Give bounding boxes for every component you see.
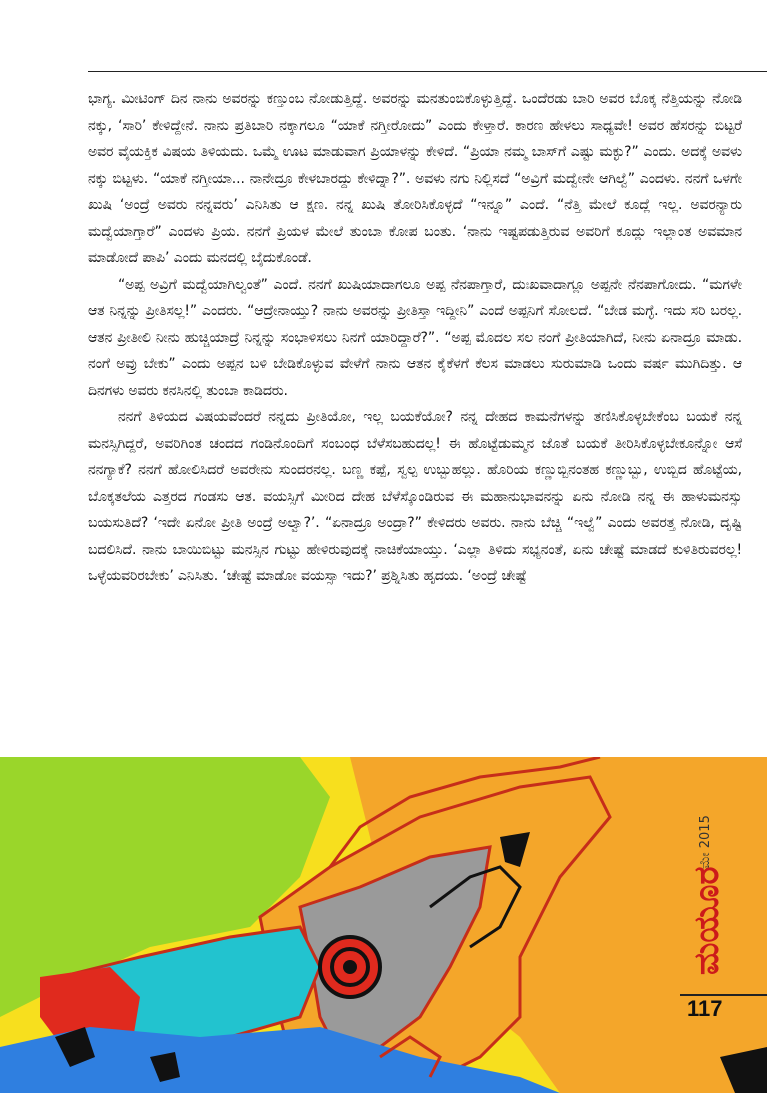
top-rule: [88, 71, 767, 72]
illustration-artwork: [0, 757, 767, 1093]
article-body: [88, 86, 742, 590]
art-eye-inner: [343, 960, 357, 974]
article-paragraph-1: ಭಾಗ್ಯ. ಮೀಟಿಂಗ್ ದಿನ ನಾನು ಅವರನ್ನು ಕಣ್ತುಂಬ ನೋಡುತ್ತಿದ್ದೆ. ಅವರನ್ನು ಮನತುಂಬಿಕೊಳ್ಳುತ್ತಿದ್ದೆ. ಒಂದೆರಡು ಬಾರಿ ಅವರ ಬೊಕ್ಕ ನೆತ್ತಿಯನ್ನು ನೋಡಿ ನಕ್ಕು, ‘ಸಾರಿ’ ಕೇಳಿದ್ದೇನೆ. ನಾನು ಪ್ರತಿಬಾರಿ ನಕ್ಕಾಗಲೂ “ಯಾಕೆ ನಗ್ತೀರೋದು” ಎಂದು ಕೇಳ್ತಾರೆ. ಕಾರಣ ಹೇಳಲು ಸಾಧ್ಯವೇ! ಅವರ ಹೆಸರನ್ನು ಬಿಟ್ಟರೆ ಅವರ ವೈಯಕ್ತಿಕ ವಿಷಯ ತಿಳಿಯದು. ಒಮ್ಮೆ ಊಟ ಮಾಡುವಾಗ ಪ್ರಿಯಾಳನ್ನು ಕೇಳಿದೆ. “ಪ್ರಿಯಾ ನಮ್ಮ ಬಾಸ್‌ಗೆ ಎಷ್ಟು ಮಕ್ಳು?” ಎಂದು. ಅದಕ್ಕೆ ಅವಳು ನಕ್ಕು ಬಿಟ್ಟಳು. “ಯಾಕೆ ನಗ್ತೀಯಾ... ನಾನೇದ್ರೂ ಕೇಳಬಾರದ್ದು ಕೇಳಿದ್ನಾ?”. ಅವಳು ನಗು ನಿಲ್ಲಿಸದೆ “ಅವ್ರಿಗೆ ಮದ್ವೇನೇ ಆಗಿಲ್ವೆ” ಎಂದಳು. ನನಗೆ ಒಳಗೇ ಖುಷಿ ‘ಅಂದ್ರೆ ಅವರು ನನ್ನವರು’ ಎನಿಸಿತು ಆ ಕ್ಷಣ. ನನ್ನ ಖುಷಿ ತೋರಿಸಿಕೊಳ್ಳದೆ “ಇನ್ನೂ” ಎಂದೆ. “ನೆತ್ತಿ ಮೇಲೆ ಕೂದ್ಲೆ ಇಲ್ಲ. ಅವರನ್ಯಾರು ಮದ್ವೆಯಾಗ್ತಾರೆ” ಎಂದಳು ಪ್ರಿಯ. ನನಗೆ ಪ್ರಿಯಳ ಮೇಲೆ ತುಂಬಾ ಕೋಪ ಬಂತು. ‘ನಾನು ಇಷ್ಟಪಡುತ್ತಿರುವ ಅವರಿಗೆ ಕೂದ್ಲು ಇಲ್ಲಾಂತ ಅವಮಾನ ಮಾಡೋದೆ ಪಾಪಿ’ ಎಂದು ಮನದಲ್ಲಿ ಬೈದುಕೊಂಡೆ.: [88, 91, 742, 266]
article-paragraph-3: ನನಗೆ ತಿಳಿಯದ ವಿಷಯವೆಂದರೆ ನನ್ನದು ಪ್ರೀತಿಯೋ, ಇಲ್ಲ ಬಯಕೆಯೋ? ನನ್ನ ದೇಹದ ಕಾಮನೆಗಳನ್ನು ತಣಿಸಿಕೊಳ್ಳಬೇಕೆಂಬ ಬಯಕೆ ನನ್ನ ಮನಸ್ಸಿಗಿದ್ದರೆ, ಅವರಿಗಿಂತ ಚಂದದ ಗಂಡಿನೊಂದಿಗೆ ಸಂಬಂಧ ಬೆಳೆಸಬಹುದಲ್ಲ! ಈ ಹೊಟ್ಟೆಡುಮ್ಮನ ಜೊತೆ ಬಯಕೆ ತೀರಿಸಿಕೊಳ್ಳಬೇಕೂನ್ನೋ ಆಸೆ ನನಗ್ಯಾಕೆ? ನನಗೆ ಹೋಲಿಸಿದರೆ ಅವರೇನು ಸುಂದರನಲ್ಲ. ಬಣ್ಣ ಕಪ್ಪೆ, ಸ್ವಲ್ಪ ಉಬ್ಬುಹಲ್ಲು. ಹೊರಿಯ ಕಣ್ಣುಬ್ಬಿನಂತಹ ಕಣ್ಣುಬ್ಬು, ಉಬ್ಬಿದ ಹೊಟ್ಟೆಯ, ಬೊಕ್ಕತಲೆಯ ಎತ್ತರದ ಗಂಡಸು ಆತ. ವಯಸ್ಸಿಗೆ ಮೀರಿದ ದೇಹ ಬೆಳೆಸ್ಕೊಂಡಿರುವ ಈ ಮಹಾನುಭಾವನನ್ನು ಏನು ನೋಡಿ ನನ್ನ ಈ ಹಾಳುಮನಸ್ಸು ಬಯಸುತಿದೆ? ‘ಇದೇ ಏನೋ ಪ್ರೀತಿ ಅಂದ್ರೆ ಅಲ್ವಾ?’. “ಏನಾದ್ರೂ ಅಂದ್ರಾ?” ಕೇಳಿದರು ಅವರು. ನಾನು ಬೆಚ್ಚಿ “ಇಲ್ವೆ” ಎಂದು ಅವರತ್ತ ನೋಡಿ, ದೃಷ್ಟಿ ಬದಲಿಸಿದೆ. ನಾನು ಬಾಯಿಬಿಟ್ಟು ಮನಸ್ಸಿನ ಗುಟ್ಟು ಹೇಳಿರುವುದಕ್ಕೆ ನಾಚಿಕೆಯಾಯ್ತು. ‘ಎಲ್ಲಾ ತಿಳಿದು ಸಭ್ಯನಂತೆ, ಏನು ಚೇಷ್ಟೆ ಮಾಡದೆ ಕುಳಿತಿರುವರಲ್ಲ! ಒಳ್ಳೆಯವರಿರಬೇಕು’ ಎನಿಸಿತು. ‘ಚೇಷ್ಟೆ ಮಾಡೋ ವಯಸ್ಸಾ ಇದು?’ ಪ್ರಶ್ನಿಸಿತು ಹೃದಯ. ‘ಅಂದ್ರೆ ಚೇಷ್ಟೆ: [88, 409, 742, 584]
magazine-title: ಮಯೂರ: [687, 866, 727, 975]
issue-date: ಮೇ 2015: [698, 815, 713, 869]
article-paragraph-2: “ಅಪ್ಪ ಅವ್ರಿಗೆ ಮದ್ವೆಯಾಗಿಲ್ವಂತೆ” ಎಂದೆ. ನನಗೆ ಖುಷಿಯಾದಾಗಲೂ ಅಪ್ಪ ನೆನಪಾಗ್ತಾರೆ, ದುಃಖವಾದಾಗ್ಲೂ ಅಪ್ಪನೇ ನೆನಪಾಗೋದು. “ಮಗಳೇ ಆತ ನಿನ್ನನ್ನು ಪ್ರೀತಿಸಲ್ಲ!” ಎಂದರು. “ಆದ್ರೇನಾಯ್ತು? ನಾನು ಅವರನ್ನು ಪ್ರೀತಿಸ್ತಾ ಇದ್ದೀನಿ” ಎಂದೆ ಅಪ್ಪನಿಗೆ ಸೋಲದೆ. “ಬೇಡ ಮಗ್ಳೆ. ಇದು ಸರಿ ಬರಲ್ಲ. ಆತನ ಪ್ರೀತೀಲಿ ನೀನು ಹುಚ್ಚಿಯಾದ್ರೆ ನಿನ್ನನ್ನು ಸಂಭಾಳಿಸಲು ನಿನಗೆ ಯಾರಿದ್ದಾರೆ?”. “ಅಪ್ಪ ಮೊದಲ ಸಲ ನಂಗೆ ಪ್ರೀತಿಯಾಗಿದೆ, ನೀನು ಏನಾದ್ರೂ ಮಾಡು. ನಂಗೆ ಅವ್ರು ಬೇಕು” ಎಂದು ಅಪ್ಪನ ಬಳಿ ಬೇಡಿಕೊಳ್ಳುವ ವೇಳೆಗೆ ನಾನು ಆತನ ಕೈಕೆಳಗೆ ಕೆಲಸ ಮಾಡಲು ಸುರುಮಾಡಿ ಒಂದು ವರ್ಷ ಮುಗಿದಿತ್ತು. ಆ ದಿನಗಳು ಅವರು ಕನಸಿನಲ್ಲಿ ತುಂಬಾ ಕಾಡಿದರು.: [88, 276, 742, 399]
page-number: 117: [687, 996, 723, 1021]
